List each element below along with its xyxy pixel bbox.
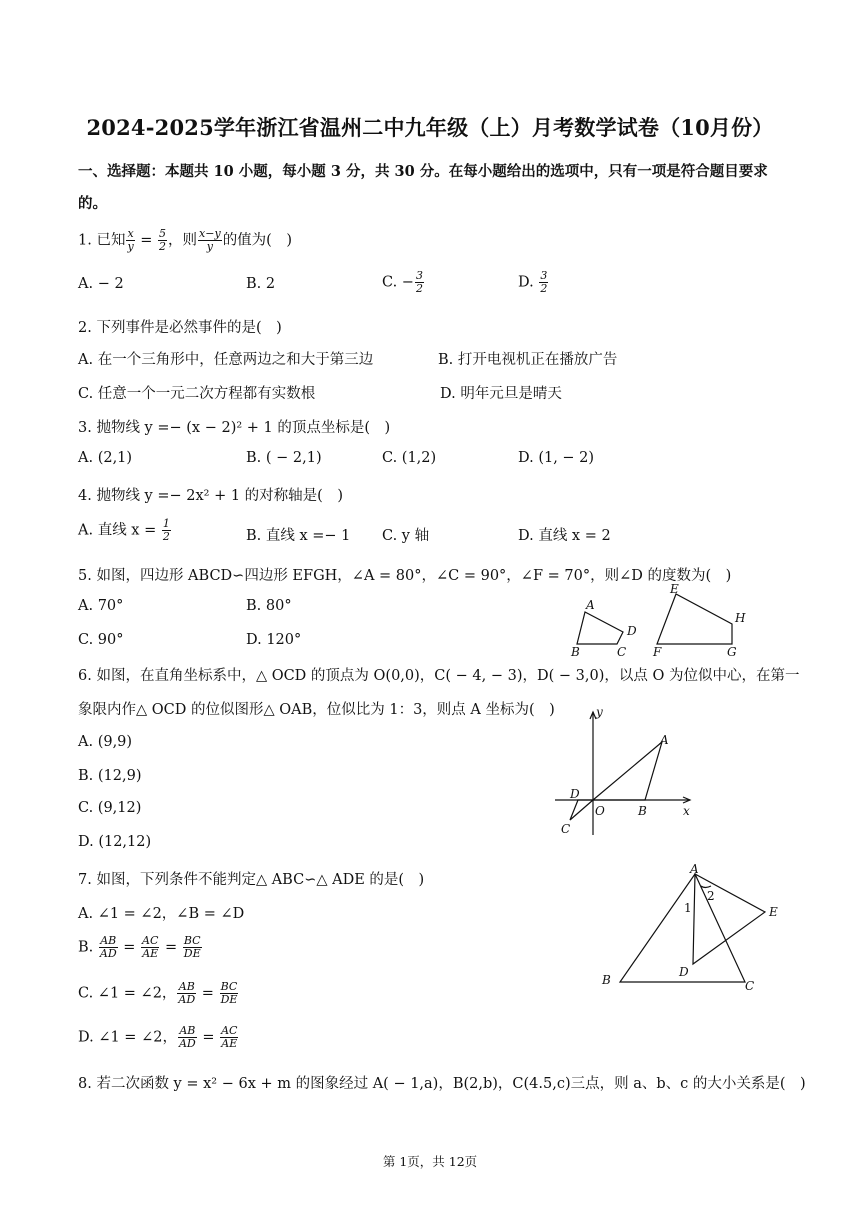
question-4-stem: 4. 抛物线 y =− 2x² + 1 的对称轴是( ) [78,488,343,504]
q4-option-a [78,518,172,543]
q1-frac2-num: 5 [159,227,167,240]
q7-optb-eq2: = [160,939,182,956]
q5-option-a: A. 70° [78,598,124,614]
q6-option-c: C. (9,12) [78,800,142,816]
label-b: B [602,973,611,987]
q1-frac-5-over-2 [158,228,167,253]
label-d: D [679,965,689,979]
question-1-stem [78,228,292,253]
label-1: 1 [684,901,692,915]
q1-option-d [518,270,549,295]
q5-option-d: D. 120° [246,632,302,648]
label-a: A [690,862,699,876]
q7-optb-f2d: AE [142,947,159,960]
q2-option-b: B. 打开电视机正在播放广告 [438,352,618,368]
triangle-oab [593,742,662,800]
label-y: y [596,705,603,719]
q1-frac3-den: y [206,240,213,253]
q3-option-c: C. (1,2) [382,450,437,466]
q7-optb-prefix: B. [78,939,98,956]
q7-optb-eq1: = [118,939,141,956]
label-e: E [769,905,778,919]
label-o: O [595,804,605,818]
q1-frac1-den: y [127,240,134,253]
q7-optb-f3d: DE [183,947,201,960]
q7-optc-f2d: DE [220,993,238,1006]
q1-frac2-den: 2 [159,240,167,253]
label-2: 2 [707,889,715,903]
q7-optd-f2d: AE [221,1037,238,1050]
question-2-stem: 2. 下列事件是必然事件的是( ) [78,320,282,336]
q7-optd-f1d: AD [178,1037,196,1050]
q1-prefix: 1. 已知 [78,232,126,249]
label-x: x [683,804,690,818]
label-h: H [735,611,746,625]
label-g: G [727,645,737,659]
q1-optc-frac [415,270,424,295]
q7-optd-frac1 [178,1025,197,1050]
angle-arc [701,886,711,888]
q1-mid: ，则 [168,232,198,249]
label-f: F [653,645,662,659]
q7-optb-frac2 [141,935,159,960]
q1-optd-frac [539,270,548,295]
label-b: B [571,645,580,659]
q1-frac1-num: x [127,227,134,240]
q7-optc-f1d: AD [178,993,196,1006]
q7-optb-f1d: AD [99,947,117,960]
q1-option-a: A. − 2 [78,276,124,292]
page-title: 2024-2025学年浙江省温州二中九年级（上）月考数学试卷（10月份） [86,115,774,140]
q4-opta-den: 2 [162,530,170,543]
q6-option-d: D. (12,12) [78,834,152,850]
q7-optb-f1n: AB [100,934,117,947]
q2-option-c: C. 任意一个一元二次方程都有实数根 [78,386,316,402]
label-c: C [561,822,571,836]
q7-optb-frac3 [183,935,202,960]
q6-option-b: B. (12,9) [78,768,142,784]
q7-optc-eq: = [197,985,219,1002]
q2-option-a: A. 在一个三角形中，任意两边之和大于第三边 [78,352,374,368]
q4-opta-num: 1 [162,517,170,530]
q4-option-d: D. 直线 x = 2 [518,528,611,544]
q1-frac-x-minus-y-over-y [198,228,222,253]
question-5-stem: 5. 如图，四边形 ABCD∽四边形 EFGH，∠A = 80°，∠C = 90°，∠F = 70°，则∠D 的度数为( ) [78,568,732,584]
section-heading-line2: 的。 [78,195,107,212]
q7-optd-eq: = [197,1029,220,1046]
q4-opta-frac [162,518,171,543]
label-d: D [627,624,637,638]
q7-similar-triangles-figure [595,862,795,997]
label-d: D [570,787,580,801]
section-heading-line1: 一、选择题：本题共 10 小题，每小题 3 分，共 30 分。在每小题给出的选项中，只有一项是符合题目要求 [78,163,768,180]
q7-optc-f2n: BC [220,980,238,993]
q7-optb-f3n: BC [183,934,201,947]
q1-suffix: 的值为( ) [222,232,293,249]
q3-option-a: A. (2,1) [78,450,133,466]
q1-optc-prefix: C. − [382,274,414,291]
question-3-stem: 3. 抛物线 y =− (x − 2)² + 1 的顶点坐标是( ) [78,420,391,436]
q7-optd-frac2 [220,1025,238,1050]
label-a: A [660,733,669,747]
q7-option-c [78,981,239,1006]
quad-abcd [577,612,623,644]
question-8-stem: 8. 若二次函数 y = x² − 6x + m 的图象经过 A( − 1,a)，B(2,b)，C(4.5,c)三点，则 a、b、c 的大小关系是( ) [78,1076,806,1092]
q7-option-b [78,935,203,960]
q7-optc-f1n: AB [178,980,195,993]
q1-option-b: B. 2 [246,276,276,292]
q1-option-c [382,270,425,295]
q4-option-c: C. y 轴 [382,528,430,544]
q1-frac-x-over-y [126,228,134,253]
q7-option-d [78,1025,239,1050]
q1-optc-num: 3 [415,269,423,282]
q7-optd-f1n: AB [179,1024,196,1037]
label-a: A [586,598,595,612]
label-e: E [670,582,679,596]
q4-option-b: B. 直线 x =− 1 [246,528,351,544]
q1-optd-num: 3 [540,269,548,282]
q7-optc-frac1 [177,981,196,1006]
q7-optb-frac1 [99,935,118,960]
question-7-stem: 7. 如图，下列条件不能判定△ ABC∽△ ADE 的是( ) [78,872,425,888]
q6-coordinate-figure [550,700,700,845]
question-6-line1: 6. 如图，在直角坐标系中，△ OCD 的顶点为 O(0,0)，C( − 4, − 3)，D( − 3,0)，以点 O 为位似中心，在第一 [78,668,800,684]
page-footer: 第 1页，共 12页 [382,1154,478,1169]
q2-option-d: D. 明年元旦是晴天 [440,386,562,402]
q5-option-c: C. 90° [78,632,124,648]
q7-optc-frac2 [220,981,239,1006]
question-6-line2: 象限内作△ OCD 的位似图形△ OAB，位似比为 1：3，则点 A 坐标为( ) [78,702,555,718]
q1-optd-den: 2 [540,282,548,295]
q7-optd-f2n: AC [221,1024,238,1037]
label-c: C [745,979,755,993]
q3-option-b: B. ( − 2,1) [246,450,322,466]
q4-opta-prefix: A. 直线 x = [78,522,161,539]
q7-optd-prefix: D. ∠1 = ∠2， [78,1029,177,1046]
q1-optc-den: 2 [415,282,423,295]
quad-efgh [657,594,732,644]
q7-optc-prefix: C. ∠1 = ∠2， [78,985,177,1002]
label-b: B [638,804,647,818]
q7-option-a: A. ∠1 = ∠2，∠B = ∠D [78,906,245,922]
triangle-ocd [570,800,593,820]
q1-optd-prefix: D. [518,274,539,291]
q6-option-a: A. (9,9) [78,734,133,750]
q7-optb-f2n: AC [142,934,159,947]
q5-option-b: B. 80° [246,598,292,614]
label-c: C [617,645,627,659]
q1-frac3-num: x−y [199,227,221,240]
q3-option-d: D. (1, − 2) [518,450,595,466]
q5-quadrilaterals-figure [560,580,760,660]
q1-eq: = [135,232,158,249]
